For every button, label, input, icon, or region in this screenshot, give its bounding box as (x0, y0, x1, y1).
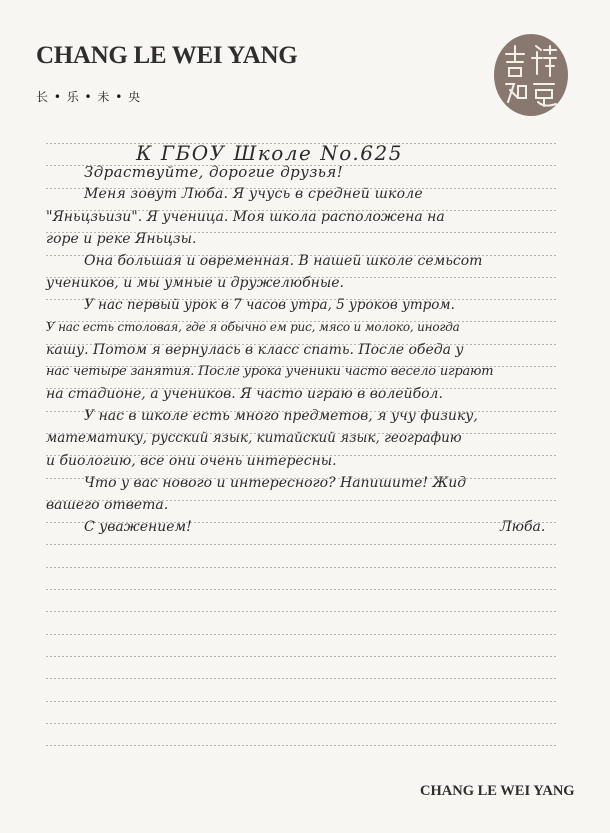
letter-line: Она большая и овременная. В нашей школе семьсот (84, 253, 483, 269)
letter-line: У нас есть столовая, где я обычно ем рис, мясо и молоко, иногда (46, 320, 460, 334)
letter-line: горе и реке Яньцзы. (46, 231, 197, 247)
letter-line: нас четыре занятия. После урока ученики часто весело играют (46, 364, 494, 379)
letter-line: "Яньцзьизи". Я ученица. Моя школа расположена на (46, 209, 445, 225)
letter-line: математику, русский язык, китайский язык, географию (46, 430, 462, 446)
letter-line: на стадионе, а учеников. Я часто играю в волейбол. (46, 386, 443, 402)
letter-line: кашу. Потом я вернулась в класс спать. После обеда у (46, 342, 464, 358)
letter-line: вашего ответа. (46, 497, 169, 513)
letter-line: и биологию, все они очень интересны. (46, 453, 337, 469)
footer-brand: CHANG LE WEI YANG (420, 783, 575, 799)
letter-line: У нас в школе есть много предметов, я учу физику, (84, 408, 478, 424)
letter-line-greeting: Здраствуйте, дорогие друзья! (84, 163, 344, 181)
letter-line: Что у вас нового и интересного? Напишите! Жид (84, 475, 467, 491)
letter-signature: Люба. (500, 519, 546, 535)
brand-subtitle: 长 • 乐 • 未 • 央 (36, 90, 142, 104)
letter-line: Меня зовут Люба. Я учусь в средней школе (84, 186, 423, 202)
brand-title: CHANG LE WEI YANG (36, 42, 298, 69)
letter-line: У нас первый урок в 7 часов утра, 5 уроков утром. (84, 297, 455, 313)
letter-line: учеников, и мы умные и дружелюбные. (46, 275, 344, 291)
letter-line-closing: С уважением! (84, 519, 192, 535)
letter-line-recipient: К ГБОУ Школе No.625 (136, 141, 403, 165)
